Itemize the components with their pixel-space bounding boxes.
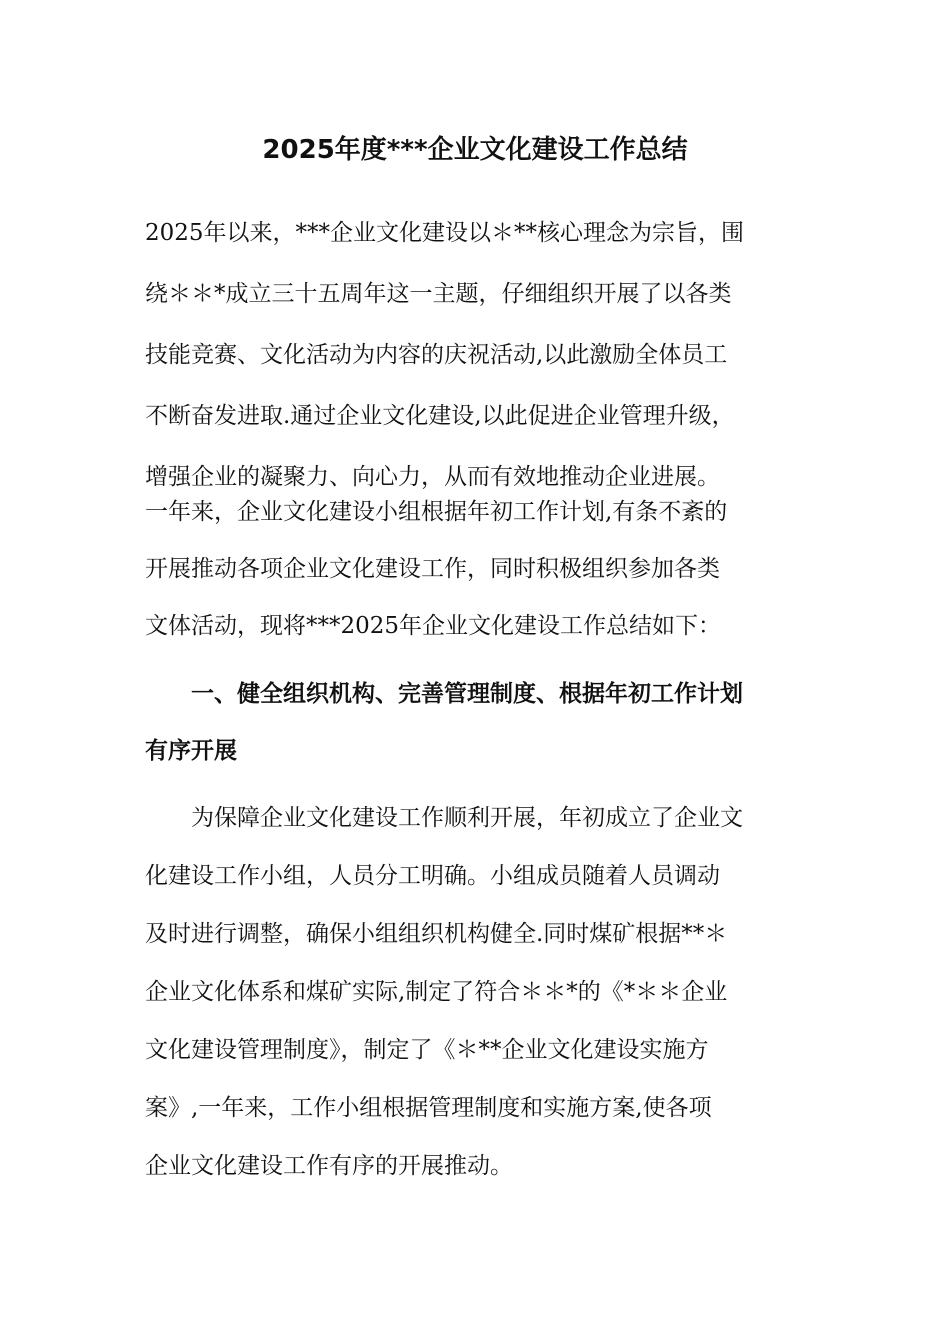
paragraph-line: 文化建设管理制度》，制定了《＊**企业文化建设实施方 bbox=[145, 1037, 709, 1063]
document-title: 2025年度***企业文化建设工作总结 bbox=[262, 135, 688, 165]
paragraph-line: 及时进行调整，确保小组组织机构健全.同时煤矿根据**＊ bbox=[145, 921, 728, 947]
heading-line: 有序开展 bbox=[145, 738, 237, 764]
paragraph-line: 技能竞赛、文化活动为内容的庆祝活动,以此激励全体员工 bbox=[145, 342, 728, 368]
paragraph-line: 文体活动，现将***2025年企业文化建设工作总结如下： bbox=[145, 613, 722, 639]
summary-paragraph bbox=[145, 484, 805, 655]
section-1-body bbox=[145, 789, 805, 1195]
heading-line: 一、健全组织机构、完善管理制度、根据年初工作计划 bbox=[191, 681, 743, 707]
paragraph-line: 绕＊＊*成立三十五周年这一主题，仔细组织开展了以各类 bbox=[145, 281, 732, 307]
paragraph-line: 2025年以来，***企业文化建设以＊**核心理念为宗旨，围 bbox=[145, 220, 745, 246]
paragraph-line: 为保障企业文化建设工作顺利开展，年初成立了企业文 bbox=[191, 805, 743, 831]
intro-paragraph bbox=[145, 203, 805, 508]
paragraph-line: 企业文化体系和煤矿实际,制定了符合＊＊*的《*＊＊企业 bbox=[145, 979, 728, 1005]
paragraph-line: 不断奋发进取.通过企业文化建设,以此促进企业管理升级， bbox=[145, 403, 735, 429]
paragraph-line: 一年来，企业文化建设小组根据年初工作计划,有条不紊的 bbox=[145, 499, 728, 525]
paragraph-line: 案》,一年来，工作小组根据管理制度和实施方案,使各项 bbox=[145, 1095, 712, 1121]
section-1-heading bbox=[145, 666, 805, 780]
paragraph-line: 化建设工作小组，人员分工明确。小组成员随着人员调动 bbox=[145, 863, 720, 889]
paragraph-line: 企业文化建设工作有序的开展推动。 bbox=[145, 1153, 513, 1179]
paragraph-line: 开展推动各项企业文化建设工作，同时积极组织参加各类 bbox=[145, 556, 720, 582]
paragraph-line: 增强企业的凝聚力、向心力，从而有效地推动企业进展。 bbox=[145, 464, 720, 490]
